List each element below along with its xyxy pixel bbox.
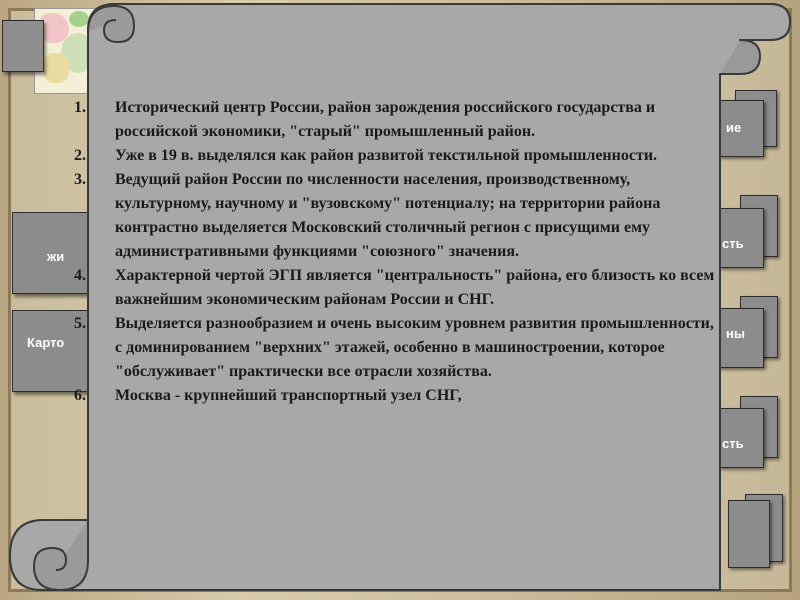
list-item [74, 168, 724, 264]
list-item-number: 5. [74, 315, 86, 332]
left-tab-middle-label: жи [47, 249, 65, 264]
right-tab-4-label: сть [722, 436, 744, 451]
list-item [74, 312, 724, 384]
numbered-list [74, 96, 724, 408]
list-item-number: 2. [74, 147, 86, 164]
list-item [74, 144, 724, 168]
list-item-number: 1. [74, 99, 86, 116]
list-item-text: Выделяется разнообразием и очень высоким уровнем развития промышленности, с доминированием "верхних" этажей, особенно в машиностроении, которое "обслуживает" практически все отрасли хозяйства. [115, 315, 714, 380]
list-item-number: 4. [74, 267, 86, 284]
list-item [74, 264, 724, 312]
list-item-text: Характерной чертой ЭГП является "центральность" района, его близость ко всем важнейшим экономическим районам России и СНГ. [115, 267, 715, 308]
list-item-text: Москва - крупнейший транспортный узел СНГ, [115, 387, 462, 404]
list-item-number: 6. [74, 387, 86, 404]
left-tab-bottom-label: Карто [27, 335, 65, 350]
list-item [74, 96, 724, 144]
list-item [74, 384, 724, 408]
list-item-text: Уже в 19 в. выделялся как район развитой текстильной промышленности. [115, 147, 658, 164]
list-item-text: Ведущий район России по численности населения, производственному, культурному, научному и "вузовскому" потенциалу; на территории района контрастно выделяется Московский столичный регион с присущими ему административными функциями "союзного" значения. [115, 171, 661, 260]
right-tab-3-label: ны [726, 326, 745, 341]
right-tab-1-label: ие [726, 120, 742, 135]
list-item-text: Исторический центр России, район зарождения российского государства и российской экономики, "старый" промышленный район. [115, 99, 656, 140]
list-item-number: 3. [74, 171, 86, 188]
right-tab-2-label: сть [722, 236, 744, 251]
